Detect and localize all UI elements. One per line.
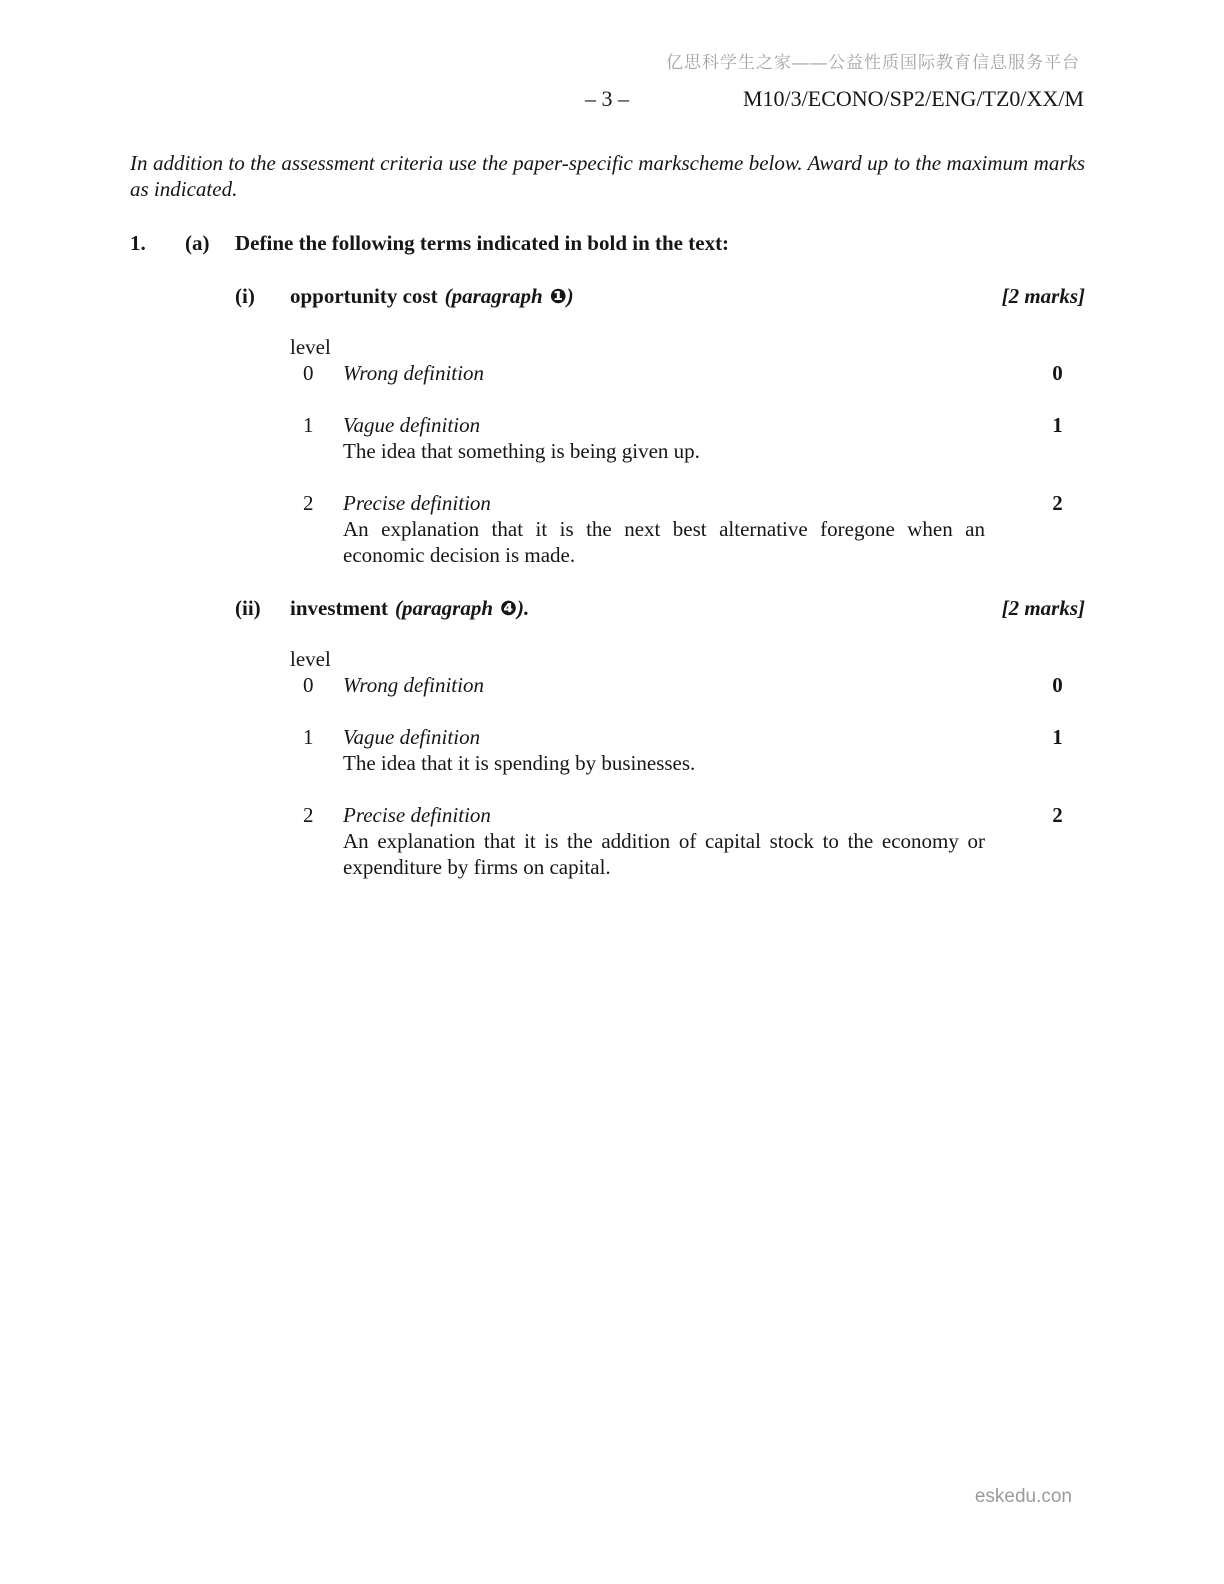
level-number: 0	[303, 361, 314, 385]
subpart-term-line	[290, 283, 1002, 309]
level-title: Precise definition	[343, 803, 491, 827]
level-mark: 1	[1052, 725, 1063, 749]
level-mark: 0	[1052, 361, 1063, 385]
question-heading	[130, 230, 1085, 256]
level-number: 1	[303, 725, 314, 749]
marks-badge: [2 marks]	[1001, 596, 1085, 620]
level-descriptor	[343, 724, 1030, 776]
question-number: 1.	[130, 231, 146, 255]
level-title: Vague definition	[343, 413, 481, 437]
term-text: opportunity cost	[290, 284, 438, 308]
page-number: – 3 –	[585, 86, 629, 111]
term-text: investment	[290, 596, 388, 620]
level-row	[290, 802, 1085, 880]
circled-number-icon: ❹	[500, 596, 517, 620]
subpart-term-line	[290, 595, 1002, 621]
page-header	[130, 86, 1084, 114]
paragraph-ref-close: )	[566, 284, 574, 308]
level-mark: 1	[1052, 413, 1063, 437]
level-title: Precise definition	[343, 491, 491, 515]
paragraph-ref-open: (paragraph	[395, 596, 494, 620]
level-descriptor	[343, 802, 1030, 880]
question-part-label: (a)	[185, 231, 210, 255]
level-row	[290, 360, 1085, 386]
level-descriptor	[343, 490, 1030, 568]
subpart-i	[235, 283, 1085, 568]
question-prompt: Define the following terms indicated in bold in the text:	[235, 231, 730, 255]
subpart-ii-level-table	[290, 646, 1085, 880]
level-mark: 0	[1052, 673, 1063, 697]
circled-number-icon: ❶	[549, 284, 567, 308]
level-row	[290, 490, 1085, 568]
document-body	[130, 150, 1085, 880]
site-watermark-text: 亿思科学生之家——公益性质国际教育信息服务平台	[666, 53, 1080, 72]
level-descriptor	[343, 672, 1030, 698]
subpart-i-level-table	[290, 334, 1085, 568]
subpart-label: (i)	[235, 284, 255, 308]
level-description: The idea that something is being given up.	[343, 439, 700, 463]
level-descriptor	[343, 412, 1030, 464]
level-row	[290, 412, 1085, 464]
level-number: 2	[303, 491, 314, 515]
level-number: 2	[303, 803, 314, 827]
subpart-ii-heading	[235, 595, 1085, 621]
level-column-heading: level	[290, 647, 331, 671]
level-mark: 2	[1052, 803, 1063, 827]
subpart-label: (ii)	[235, 596, 261, 620]
level-number: 0	[303, 673, 314, 697]
level-description: The idea that it is spending by businesses.	[343, 751, 696, 775]
paper-code: M10/3/ECONO/SP2/ENG/TZ0/XX/M	[742, 86, 1084, 111]
level-mark: 2	[1052, 491, 1063, 515]
assessment-instructions: In addition to the assessment criteria use the paper-specific markscheme below. Award up to the maximum marks as indicated.	[130, 151, 1085, 201]
paragraph-ref-close: ).	[516, 596, 530, 620]
level-descriptor	[343, 360, 1030, 386]
paragraph-ref-open: (paragraph	[444, 284, 543, 308]
level-row	[290, 724, 1085, 776]
level-row	[290, 672, 1085, 698]
level-column-heading: level	[290, 335, 331, 359]
level-number: 1	[303, 413, 314, 437]
subpart-i-heading	[235, 283, 1085, 309]
marks-badge: [2 marks]	[1001, 284, 1085, 308]
subpart-ii	[235, 595, 1085, 880]
level-description: An explanation that it is the next best alternative foregone when an economic decision is made.	[343, 517, 985, 567]
level-title: Vague definition	[343, 725, 481, 749]
level-title: Wrong definition	[343, 673, 484, 697]
level-title: Wrong definition	[343, 361, 484, 385]
footer-watermark: eskedu.con	[974, 1486, 1072, 1507]
level-description: An explanation that it is the addition of capital stock to the economy or expenditure by firms on capital.	[343, 829, 985, 879]
